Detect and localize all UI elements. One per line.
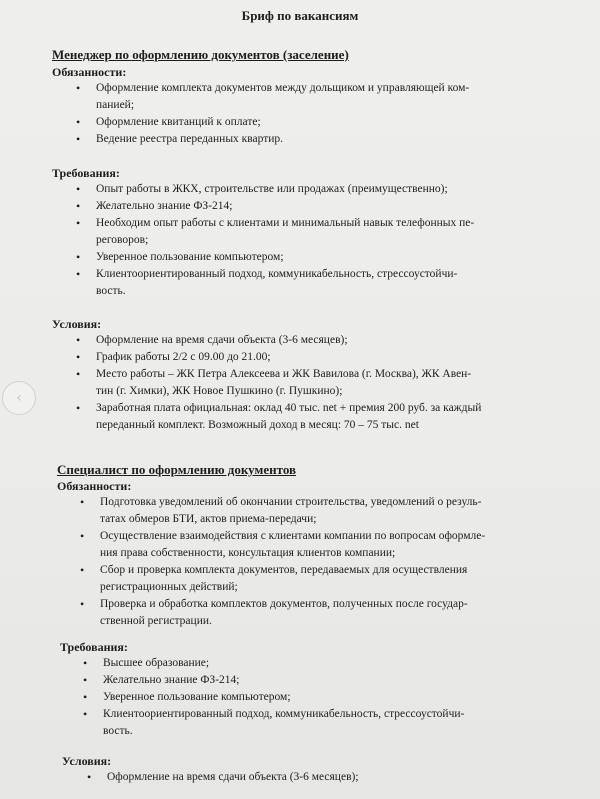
list-item: • Клиентоориентированный подход, коммуникабельность, стрессоустойчи- вость. bbox=[96, 266, 474, 300]
list-item: • Желательно знание ФЗ-214; bbox=[96, 198, 474, 215]
bullet-list bbox=[96, 181, 474, 300]
list-item: • Оформление квитанций к оплате; bbox=[96, 114, 469, 131]
bullet-list bbox=[96, 80, 469, 148]
block-label: Условия: bbox=[62, 754, 112, 768]
list-item: • Место работы – ЖК Петра Алексеева и ЖК Вавилова (г. Москва), ЖК Авен- тин (г. Химки), ЖК Новое Пушкино (г. Пушкино); bbox=[96, 366, 481, 400]
block-label: Условия: bbox=[52, 317, 102, 331]
list-item: • График работы 2/2 с 09.00 до 21.00; bbox=[96, 349, 481, 366]
list-item: • Уверенное пользование компьютером; bbox=[103, 689, 464, 706]
list-item: • Клиентоориентированный подход, коммуникабельность, стрессоустойчи- вость. bbox=[103, 706, 464, 740]
list-item: • Подготовка уведомлений об окончании строительства, уведомлений о резуль- татах обмеров БТИ, актов приема-передачи; bbox=[100, 494, 485, 528]
bullet-list bbox=[103, 655, 464, 740]
list-item: • Оформление на время сдачи объекта (3-6 месяцев); bbox=[107, 769, 359, 786]
list-item: • Сбор и проверка комплекта документов, передаваемых для осуществления регистрационных действий; bbox=[100, 562, 485, 596]
list-item: • Уверенное пользование компьютером; bbox=[96, 249, 474, 266]
list-item: • Оформление комплекта документов между дольщиком и управляющей ком- панией; bbox=[96, 80, 469, 114]
block-label: Требования: bbox=[60, 640, 128, 654]
list-item: • Опыт работы в ЖКХ, строительстве или продажах (преимущественно); bbox=[96, 181, 474, 198]
block-label: Обязанности: bbox=[57, 479, 132, 493]
list-item: • Ведение реестра переданных квартир. bbox=[96, 131, 469, 148]
section-title: Специалист по оформлению документов bbox=[57, 462, 297, 477]
section-title: Менеджер по оформлению документов (заселение) bbox=[52, 47, 349, 62]
list-item: • Осуществление взаимодействия с клиентами компании по вопросам оформле- ния права собственности, консультация клиентов компании; bbox=[100, 528, 485, 562]
previous-page-button[interactable] bbox=[2, 381, 36, 415]
block-label: Обязанности: bbox=[52, 65, 127, 79]
bullet-list bbox=[96, 332, 481, 434]
list-item: • Желательно знание ФЗ-214; bbox=[103, 672, 464, 689]
bullet-list bbox=[107, 769, 359, 786]
list-item: • Проверка и обработка комплектов документов, полученных после государ- ственной регистрации. bbox=[100, 596, 485, 630]
document-title: Бриф по вакансиям bbox=[241, 8, 359, 23]
block-label: Требования: bbox=[52, 166, 120, 180]
list-item: • Необходим опыт работы с клиентами и минимальный навык телефонных пе- реговоров; bbox=[96, 215, 474, 249]
chevron-left-icon: ‹ bbox=[16, 390, 22, 406]
list-item: • Заработная плата официальная: оклад 40 тыс. net + премия 200 руб. за каждый переданный комплект. Возможный доход в месяц: 70 – 75 тыс. net bbox=[96, 400, 481, 434]
list-item: • Оформление на время сдачи объекта (3-6 месяцев); bbox=[96, 332, 481, 349]
bullet-list bbox=[100, 494, 485, 630]
list-item: • Высшее образование; bbox=[103, 655, 464, 672]
